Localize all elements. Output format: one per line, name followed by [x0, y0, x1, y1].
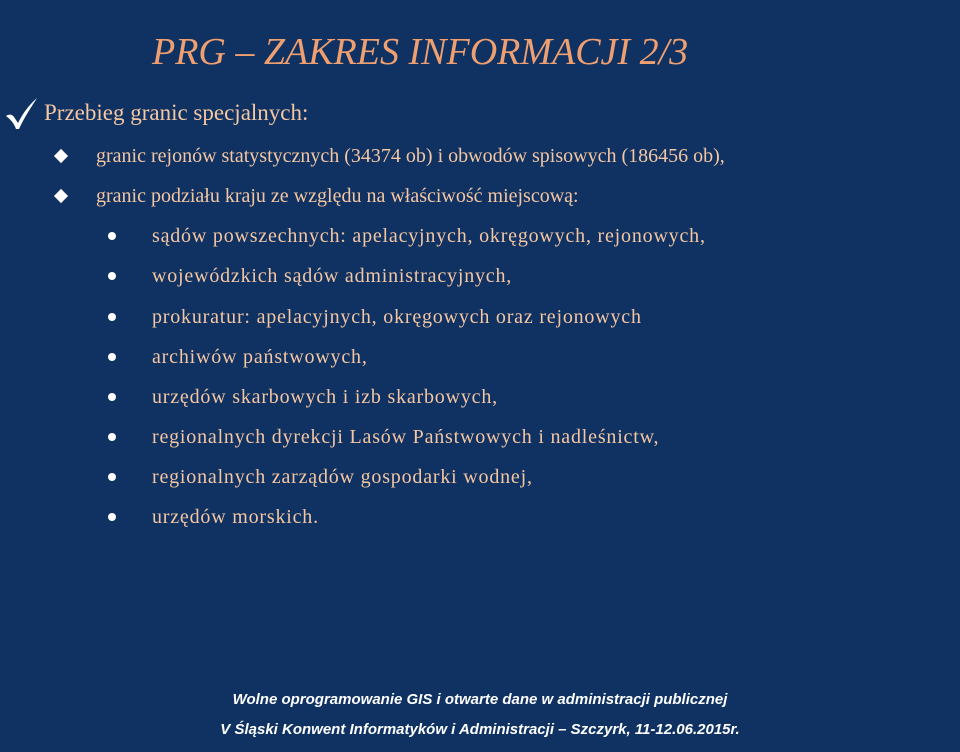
list-item-text: urzędów morskich. [152, 506, 319, 528]
list-item-text: prokuratur: apelacyjnych, okręgowych oraz rejonowych [152, 306, 642, 328]
dot-bullet-icon [108, 232, 116, 240]
list-item [0, 222, 960, 252]
list-item [0, 463, 960, 493]
diamond-bullet-icon [54, 189, 68, 203]
list-item-text: regionalnych dyrekcji Lasów Państwowych i nadleśnictw, [152, 426, 660, 448]
list-item [0, 182, 960, 212]
check-mark-icon [4, 96, 38, 130]
main-bullet-text: Przebieg granic specjalnych: [44, 100, 309, 125]
list-item-text: wojewódzkich sądów administracyjnych, [152, 265, 513, 287]
list-item [0, 303, 960, 333]
list-item [0, 383, 960, 413]
list-item-text: sądów powszechnych: apelacyjnych, okręgowych, rejonowych, [152, 225, 706, 247]
list-item-text: urzędów skarbowych i izb skarbowych, [152, 386, 498, 408]
slide-title: PRG – ZAKRES INFORMACJI 2/3 [152, 31, 689, 73]
list-item [0, 262, 960, 292]
dot-bullet-icon [108, 393, 116, 401]
list-item [0, 423, 960, 453]
list-item [0, 343, 960, 373]
dot-bullet-icon [108, 513, 116, 521]
dot-bullet-icon [108, 272, 116, 280]
diamond-bullet-icon [54, 149, 68, 163]
list-item-text: granic rejonów statystycznych (34374 ob) i obwodów spisowych (186456 ob), [96, 145, 725, 167]
dot-bullet-icon [108, 313, 116, 321]
list-item-text: regionalnych zarządów gospodarki wodnej, [152, 466, 533, 488]
footer-line-1: Wolne oprogramowanie GIS i otwarte dane w administracji publicznej [232, 691, 728, 708]
list-item [0, 142, 960, 172]
dot-bullet-icon [108, 473, 116, 481]
list-item [0, 503, 960, 533]
footer-line-2: V Śląski Konwent Informatyków i Administracji – Szczyrk, 11-12.06.2015r. [220, 721, 740, 738]
list-item-text: granic podziału kraju ze względu na właściwość miejscową: [96, 185, 579, 207]
dot-bullet-icon [108, 433, 116, 441]
list-item-text: archiwów państwowych, [152, 346, 368, 368]
dot-bullet-icon [108, 353, 116, 361]
